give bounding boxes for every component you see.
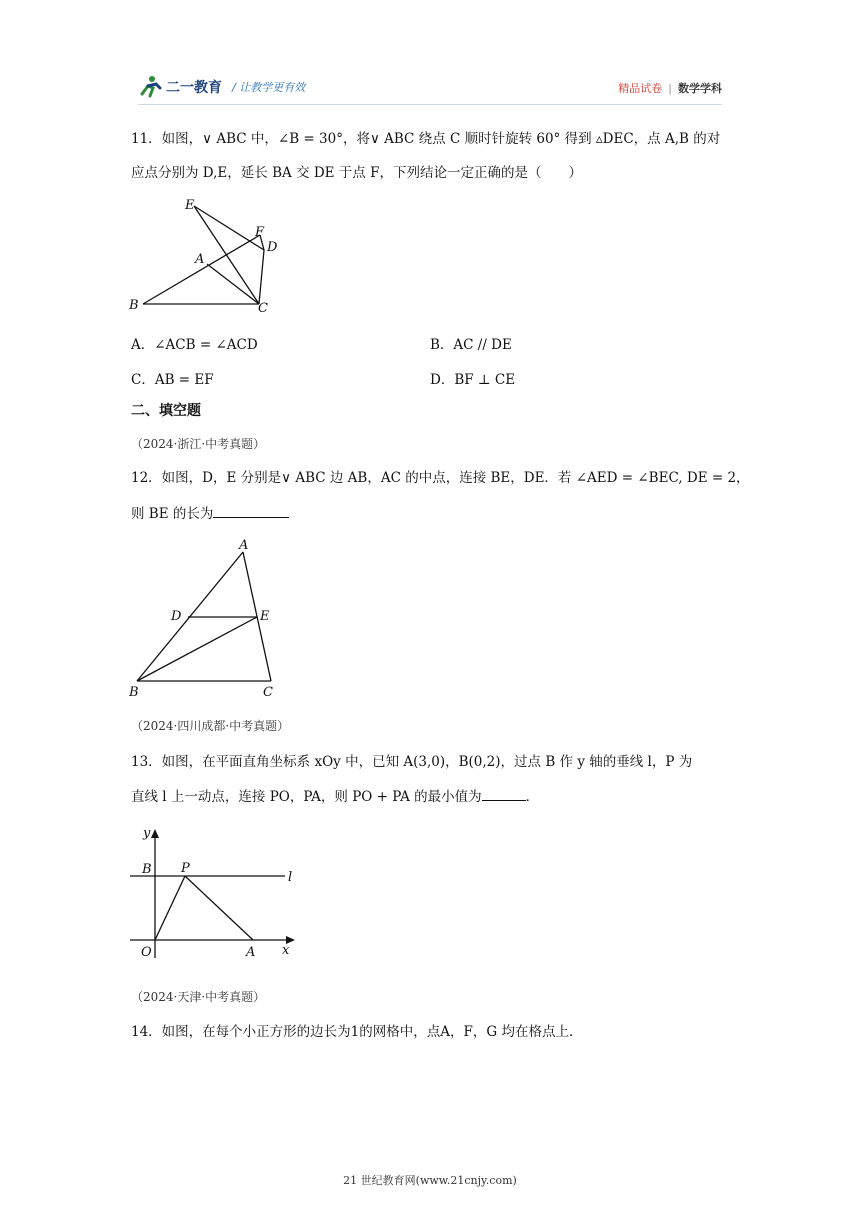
label-C: C: [263, 685, 273, 700]
q11-option-c: C．AB = EF: [131, 372, 214, 388]
label-B: B: [129, 685, 139, 700]
page-header: [138, 72, 722, 106]
q13-figure: [125, 823, 300, 963]
slogan: / 让教学更有效: [232, 81, 306, 94]
logo-text: 二一教育: [166, 80, 222, 96]
label-P: P: [181, 861, 190, 876]
label-A: A: [239, 538, 249, 553]
page-footer: 21 世纪教育网(www.21cnjy.com): [343, 1174, 517, 1187]
y-axis-arrow-icon: [151, 829, 159, 838]
tag-subject: 数学学科: [678, 82, 722, 95]
q11-option-a: A．∠ACB = ∠ACD: [131, 337, 258, 353]
brand-logo: [138, 72, 305, 102]
label-l: l: [288, 870, 293, 885]
q13-line2: [131, 786, 539, 807]
label-y: y: [143, 826, 151, 841]
q12-line1: 12．如图，D，E 分别是∨ ABC 边 AB，AC 的中点，连接 BE，DE．若 ∠AED = ∠BEC, DE = 2，: [131, 470, 750, 486]
label-E: E: [260, 609, 270, 624]
label-A: A: [246, 945, 256, 960]
label-D: D: [267, 240, 278, 255]
label-F: F: [255, 225, 265, 240]
q11-line1: 11．如图，∨ ABC 中，∠B = 30°，将∨ ABC 绕点 C 顺时针旋转 60° 得到 ▵DEC，点 A,B 的对: [131, 131, 721, 147]
q11-line2: 应点分别为 D,E，延长 BA 交 DE 于点 F，下列结论一定正确的是（ ）: [131, 165, 582, 181]
label-A: A: [195, 252, 205, 267]
tag-premium: 精品试卷: [618, 82, 663, 95]
label-E: E: [185, 198, 195, 213]
q12-figure: [125, 535, 290, 700]
q12-source: （2024·浙江·中考真题）: [131, 437, 266, 451]
q13-source: （2024·四川成都·中考真题）: [131, 719, 290, 733]
label-B: B: [129, 298, 139, 313]
label-D: D: [171, 609, 182, 624]
header-divider: [138, 104, 722, 105]
q11-figure: [125, 195, 285, 320]
q11-option-d: D．BF ⊥ CE: [430, 372, 516, 388]
q11-option-b: B．AC // DE: [430, 337, 512, 353]
q14-line1: 14．如图，在每个小正方形的边长为1的网格中，点A，F，G 均在格点上．: [131, 1024, 583, 1040]
label-C: C: [258, 301, 268, 316]
tag-separator: |: [668, 82, 672, 95]
q13-line1: 13．如图，在平面直角坐标系 xOy 中，已知 A(3,0)，B(0,2)，过点 B 作 y 轴的垂线 l，P 为: [131, 754, 693, 770]
q13-line2-text: 直线 l 上一动点，连接 PO，PA，则 PO + PA 的最小值为: [131, 789, 482, 805]
q14-source: （2024·天津·中考真题）: [131, 990, 266, 1004]
q12-line2: [131, 503, 289, 524]
q12-answer-blank[interactable]: [213, 503, 289, 518]
label-O: O: [141, 945, 152, 960]
q12-line2-text: 则 BE 的长为: [131, 506, 214, 522]
q13-answer-blank[interactable]: [482, 786, 526, 801]
label-x: x: [282, 943, 290, 958]
header-tags: [618, 80, 722, 96]
runner-logo-icon: [138, 74, 164, 100]
label-B: B: [142, 862, 152, 877]
section-title: 二、填空题: [131, 403, 201, 419]
q13-line2-end: ．: [525, 789, 540, 805]
